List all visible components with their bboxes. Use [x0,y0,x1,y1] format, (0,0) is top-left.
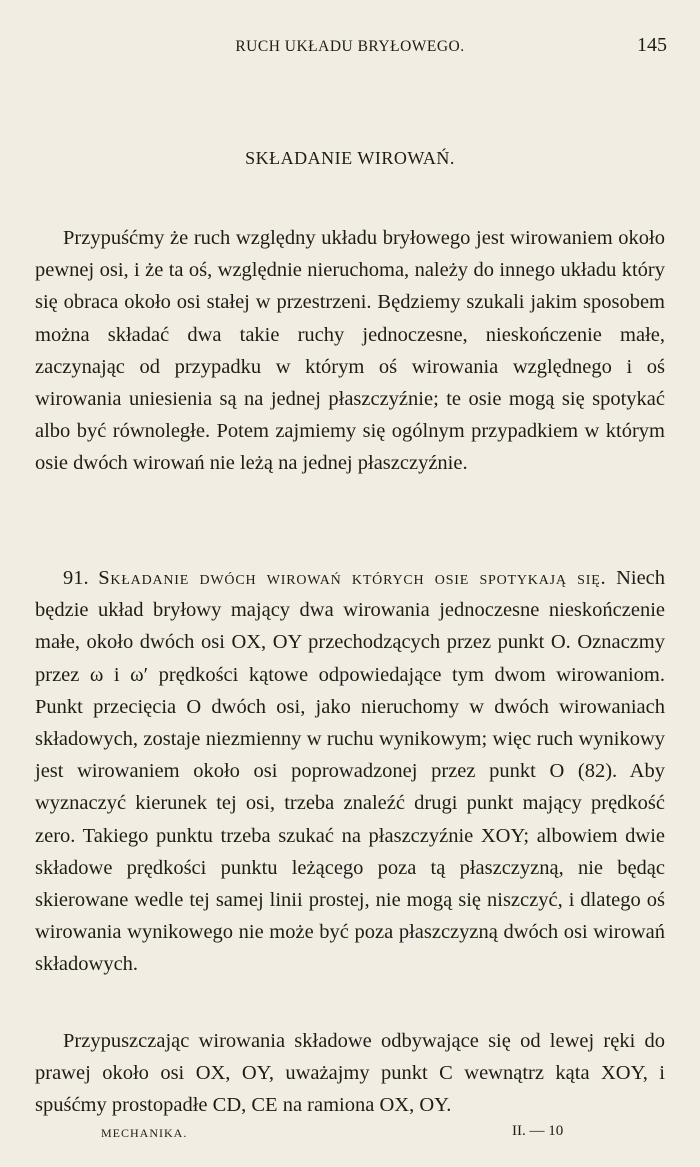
paragraph-body: Niech będzie układ bryłowy mający dwa wirowania jednoczesne nieskończenie małe, około dwóch osi OX, OY przechodzących przez punkt O. Oznaczmy przez ω i ω′ prędkości kątowe odpowiedające tym dwom wirowaniom. Punkt przecięcia O dwóch osi, jako nieruchomy w dwóch wirowaniach składowych, zostaje niezmienny w ruchu wynikowym; więc ruch wynikowy jest wirowaniem około osi poprowadzonej przez punkt O (82). Aby wyznaczyć kierunek tej osi, trzeba znaleźć drugi punkt mający prędkość zero. Takiego punktu trzeba szukać na płaszczyźnie XOY; albowiem dwie składowe prędkości punktu leżącego poza tą płaszczyzną, nie będąc skierowane wedle tej samej linii prostej, nie mogą się niszczyć, i dlatego oś wirowania wynikowego nie może być poza płaszczyzną dwóch osi wirowań składowych. [35,567,666,976]
page-number: 145 [637,34,667,56]
paragraph-heading: Składanie dwóch wirowań których osie spotykają się. [98,567,607,589]
paragraph-assumption: Przypuszczając wirowania składowe odbywające się od lewej ręki do prawej około osi OX, OY, uważajmy punkt C wewnątrz kąta XOY, i spuśćmy prostopadłe CD, CE na ramiona OX, OY. [35,1030,665,1117]
footer-signature: MECHANIKA. [101,1126,188,1140]
paragraph-intro: Przypuśćmy że ruch względny układu bryłowego jest wirowaniem około pewnej osi, i że ta oś, względnie nieruchoma, należy do innego układu który się obraca około osi stałej w przestrzeni. Będziemy szukali jakim sposobem można składać dwa takie ruchy jednoczesne, nieskończenie małe, zaczynając od przypadku w którym oś wirowania względnego i oś wirowania uniesienia są na jednej płaszczyźnie; te osie mogą się spotykać albo być równoległe. Potem zajmiemy się ogólnym przypadkiem w którym osie dwóch wirowań nie leżą na jednej płaszczyźnie. [35,227,665,475]
section-title: SKŁADANIE WIROWAŃ. [245,148,455,168]
footer-sheet-mark: II. — 10 [512,1123,564,1139]
paragraph-91 [35,562,665,981]
paragraph-number: 91. [63,567,89,589]
running-header: RUCH UKŁADU BRYŁOWEGO. [235,38,465,55]
